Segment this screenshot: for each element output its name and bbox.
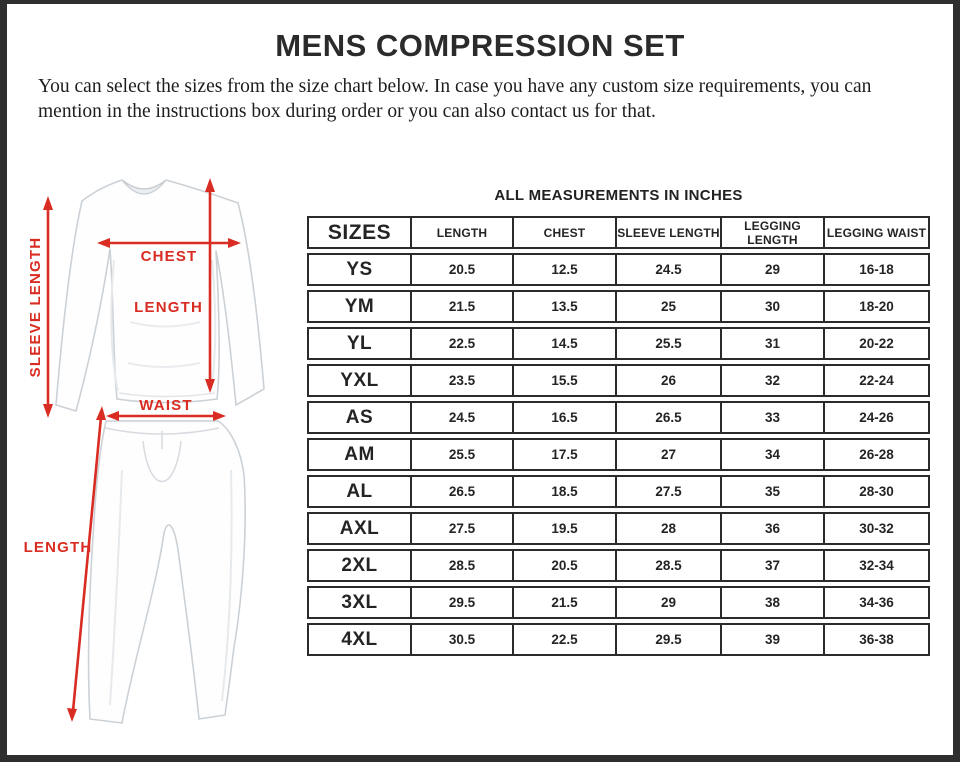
- cell: 22-24: [825, 364, 930, 397]
- cell: 29.5: [617, 623, 722, 656]
- cell: 28: [617, 512, 722, 545]
- cell: 37: [722, 549, 825, 582]
- cell: 18-20: [825, 290, 930, 323]
- cell: 26.5: [412, 475, 514, 508]
- shirt-graphic: [56, 180, 264, 411]
- cell: 21.5: [514, 586, 617, 619]
- cell: 19.5: [514, 512, 617, 545]
- cell: 28.5: [412, 549, 514, 582]
- cell: 12.5: [514, 253, 617, 286]
- cell: 34: [722, 438, 825, 471]
- cell: 25.5: [617, 327, 722, 360]
- size-label: AS: [307, 401, 412, 434]
- cell: 26.5: [617, 401, 722, 434]
- cell: 17.5: [514, 438, 617, 471]
- intro-text: You can select the sizes from the size chart below. In case you have any custom size requirements, you can mention in the instructions box during order or you can also contact us for that.: [38, 76, 872, 122]
- garment-diagram-svg: [10, 165, 320, 757]
- cell: 31: [722, 327, 825, 360]
- cell: 27: [617, 438, 722, 471]
- cell: 29.5: [412, 586, 514, 619]
- size-label: 2XL: [307, 549, 412, 582]
- legging-length-label: LENGTH: [23, 539, 93, 556]
- cell: 28.5: [617, 549, 722, 582]
- sleeve-length-label: SLEEVE LENGTH: [27, 236, 44, 378]
- size-label: YL: [307, 327, 412, 360]
- cell: 35: [722, 475, 825, 508]
- cell: 20.5: [514, 549, 617, 582]
- size-label: AL: [307, 475, 412, 508]
- cell: 20-22: [825, 327, 930, 360]
- table-header-row: [307, 216, 930, 249]
- cell: 32-34: [825, 549, 930, 582]
- cell: 16-18: [825, 253, 930, 286]
- page-title: MENS COMPRESSION SET: [275, 28, 685, 63]
- column-header-chest: CHEST: [514, 216, 617, 249]
- shirt-length-label: LENGTH: [134, 299, 203, 316]
- leggings-graphic: [89, 421, 246, 723]
- sleeve-length-arrow: [43, 196, 53, 418]
- size-label: 4XL: [307, 623, 412, 656]
- table-row: [307, 253, 930, 286]
- size-label: 3XL: [307, 586, 412, 619]
- cell: 18.5: [514, 475, 617, 508]
- size-table-section: [307, 187, 930, 660]
- table-row: [307, 438, 930, 471]
- cell: 24-26: [825, 401, 930, 434]
- table-row: [307, 512, 930, 545]
- cell: 39: [722, 623, 825, 656]
- table-row: [307, 290, 930, 323]
- cell: 32: [722, 364, 825, 397]
- table-row: [307, 475, 930, 508]
- size-label: YXL: [307, 364, 412, 397]
- size-label: YM: [307, 290, 412, 323]
- cell: 29: [722, 253, 825, 286]
- column-header-length: LENGTH: [412, 216, 514, 249]
- cell: 22.5: [514, 623, 617, 656]
- size-label: AM: [307, 438, 412, 471]
- table-caption: ALL MEASUREMENTS IN INCHES: [494, 187, 743, 204]
- size-label: YS: [307, 253, 412, 286]
- table-row: [307, 327, 930, 360]
- cell: 38: [722, 586, 825, 619]
- cell: 23.5: [412, 364, 514, 397]
- cell: 15.5: [514, 364, 617, 397]
- cell: 16.5: [514, 401, 617, 434]
- cell: 27.5: [412, 512, 514, 545]
- cell: 30: [722, 290, 825, 323]
- cell: 13.5: [514, 290, 617, 323]
- column-header-legging-waist: LEGGING WAIST: [825, 216, 930, 249]
- cell: 30.5: [412, 623, 514, 656]
- table-row: [307, 549, 930, 582]
- cell: 24.5: [617, 253, 722, 286]
- cell: 36-38: [825, 623, 930, 656]
- table-row: [307, 364, 930, 397]
- cell: 27.5: [617, 475, 722, 508]
- column-header-sizes: SIZES: [307, 216, 412, 249]
- cell: 25.5: [412, 438, 514, 471]
- cell: 22.5: [412, 327, 514, 360]
- waist-label: WAIST: [139, 397, 193, 414]
- chest-label: CHEST: [140, 248, 198, 265]
- cell: 20.5: [412, 253, 514, 286]
- cell: 24.5: [412, 401, 514, 434]
- size-table: [307, 212, 930, 660]
- cell: 25: [617, 290, 722, 323]
- cell: 26-28: [825, 438, 930, 471]
- cell: 14.5: [514, 327, 617, 360]
- cell: 28-30: [825, 475, 930, 508]
- cell: 36: [722, 512, 825, 545]
- table-row: [307, 586, 930, 619]
- column-header-sleeve-length: SLEEVE LENGTH: [617, 216, 722, 249]
- cell: 26: [617, 364, 722, 397]
- size-diagram: [10, 165, 320, 757]
- cell: 21.5: [412, 290, 514, 323]
- table-row: [307, 401, 930, 434]
- cell: 34-36: [825, 586, 930, 619]
- table-row: [307, 623, 930, 656]
- cell: 33: [722, 401, 825, 434]
- column-header-legging-length: LEGGING LENGTH: [722, 216, 825, 249]
- cell: 30-32: [825, 512, 930, 545]
- size-label: AXL: [307, 512, 412, 545]
- cell: 29: [617, 586, 722, 619]
